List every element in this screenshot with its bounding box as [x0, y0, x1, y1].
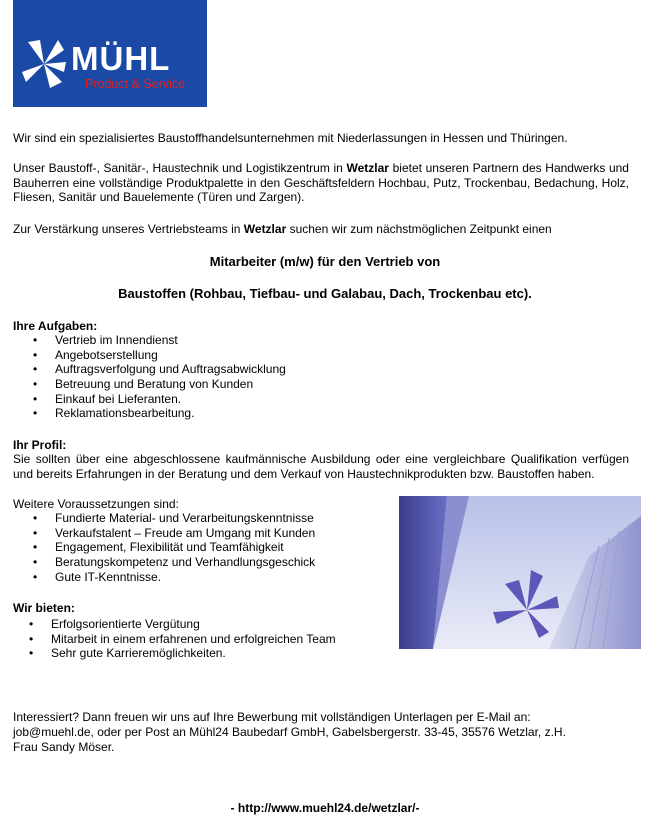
company-logo	[13, 0, 207, 107]
list-item: • Verkaufstalent – Freude am Umgang mit Kunden	[33, 526, 315, 541]
requirements-heading: Weitere Voraussetzungen sind:	[13, 497, 179, 511]
logo-brand-text: MÜHL	[71, 40, 171, 77]
reinforce-text-pre: Zur Verstärkung unseres Vertriebsteams in	[13, 222, 244, 236]
center-text-post: bietet unseren Partnern des Handwerks und Bauherren eine vollständige Produktpalette in den Geschäftsfeldern Hochbau, Putz, Trockenbau, Bedachung, Holz, Fliesen, Sanitär und Bauelemente (Türen und Zargen).	[13, 161, 629, 204]
offer-list	[29, 617, 336, 661]
list-item: • Gute IT-Kenntnisse.	[33, 570, 315, 585]
reinforce-city: Wetzlar	[243, 222, 287, 236]
contact-line-1: Interessiert? Dann freuen wir uns auf Ihre Bewerbung mit vollständigen Unterlagen per E-Mail an:	[13, 710, 531, 724]
list-item: • Einkauf bei Lieferanten.	[33, 392, 286, 407]
reinforce-paragraph	[13, 222, 629, 237]
center-city: Wetzlar	[346, 161, 389, 175]
logo-tagline: Product & Service	[85, 77, 186, 91]
offer-heading: Wir bieten:	[13, 601, 75, 615]
list-item: • Sehr gute Karrieremöglichkeiten.	[29, 646, 336, 661]
list-item: • Auftragsverfolgung und Auftragsabwicklung	[33, 362, 286, 377]
list-item: • Engagement, Flexibilität und Teamfähigkeit	[33, 540, 315, 555]
intro-paragraph: Wir sind ein spezialisiertes Baustoffhandelsunternehmen mit Niederlassungen in Hessen und Thüringen.	[13, 131, 568, 145]
center-text-pre: Unser Baustoff-, Sanitär-, Haustechnik und Logistikzentrum in	[13, 161, 347, 175]
contact-line-3: Frau Sandy Möser.	[13, 740, 115, 754]
profile-text: Sie sollten über eine abgeschlossene kaufmännische Ausbildung oder eine vergleichbare Qualifikation verfügen und bereits Erfahrungen in der Beratung und dem Verkauf von Haustechnikprodukten bzw. Baustoffen haben.	[13, 452, 629, 481]
tasks-heading: Ihre Aufgaben:	[13, 319, 98, 333]
list-item: • Fundierte Material- und Verarbeitungskenntnisse	[33, 511, 315, 526]
list-item: • Reklamationsbearbeitung.	[33, 406, 286, 421]
contact-line-2: job@muehl.de, oder per Post an Mühl24 Baubedarf GmbH, Gabelsbergerstr. 33-45, 35576 Wetzlar, z.H.	[13, 725, 566, 739]
list-item: • Erfolgsorientierte Vergütung	[29, 617, 336, 632]
center-paragraph	[13, 161, 629, 205]
list-item: • Beratungskompetenz und Verhandlungsgeschick	[33, 555, 315, 570]
list-item: • Angebotserstellung	[33, 348, 286, 363]
reinforce-text-post: suchen wir zum nächstmöglichen Zeitpunkt einen	[286, 222, 552, 236]
website-link[interactable]: - http://www.muehl24.de/wetzlar/-	[230, 801, 420, 815]
requirements-list	[33, 511, 315, 584]
job-title: Mitarbeiter (m/w) für den Vertrieb von	[209, 254, 441, 269]
tasks-list	[33, 333, 286, 421]
profile-heading: Ihr Profil:	[13, 438, 67, 452]
building-photo	[399, 496, 641, 649]
job-subtitle: Baustoffen (Rohbau, Tiefbau- und Galabau, Dach, Trockenbau etc).	[118, 286, 532, 301]
list-item: • Mitarbeit in einem erfahrenen und erfolgreichen Team	[29, 632, 336, 647]
list-item: • Betreuung und Beratung von Kunden	[33, 377, 286, 392]
list-item: • Vertrieb im Innendienst	[33, 333, 286, 348]
